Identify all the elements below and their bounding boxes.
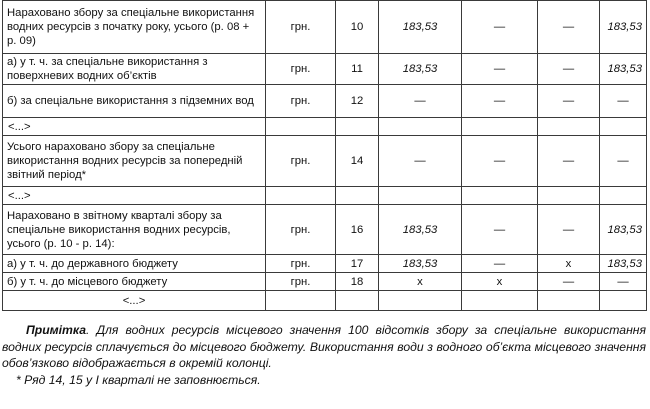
value-cell-3: — bbox=[538, 1, 600, 54]
value-cell-4: 183,53 bbox=[600, 54, 647, 85]
value-cell-3: х bbox=[538, 255, 600, 273]
table-row-17 bbox=[3, 255, 647, 273]
value-cell-1: 183,53 bbox=[379, 205, 462, 255]
unit-cell: грн. bbox=[266, 205, 336, 255]
value-cell-3: — bbox=[538, 85, 600, 118]
code-cell: 18 bbox=[336, 273, 379, 291]
table-row-18 bbox=[3, 273, 647, 291]
code-cell: 14 bbox=[336, 136, 379, 187]
note-paragraph bbox=[2, 322, 646, 372]
value-cell-1: — bbox=[379, 85, 462, 118]
table-row-omitted bbox=[3, 291, 647, 311]
code-cell: 10 bbox=[336, 1, 379, 54]
value-cell-1: — bbox=[379, 136, 462, 187]
value-cell-2: — bbox=[462, 1, 538, 54]
value-cell-2: — bbox=[462, 54, 538, 85]
table-row-11 bbox=[3, 54, 647, 85]
value-cell-4: — bbox=[600, 85, 647, 118]
code-cell: 11 bbox=[336, 54, 379, 85]
omitted-rows-marker: <...> bbox=[3, 187, 266, 205]
table-row-16 bbox=[3, 205, 647, 255]
row-name: Нараховано в звітному кварталі збору за спеціальне використання водних ресурсів, усього (р. 10 - р. 14): bbox=[3, 205, 266, 255]
row-name: Усього нараховано збору за спеціальне використання водних ресурсів за попередній звітний період* bbox=[3, 136, 266, 187]
note-label: Примітка bbox=[26, 323, 86, 337]
value-cell-1: 183,53 bbox=[379, 1, 462, 54]
fee-report-table bbox=[2, 0, 647, 311]
row-name: б) у т. ч. до місцевого бюджету bbox=[3, 273, 266, 291]
value-cell-3: — bbox=[538, 273, 600, 291]
value-cell-2: — bbox=[462, 205, 538, 255]
row-name: Нараховано збору за спеціальне використання водних ресурсів з початку року, усього (р. 08 + р. 09) bbox=[3, 1, 266, 54]
code-cell: 16 bbox=[336, 205, 379, 255]
value-cell-1: 183,53 bbox=[379, 255, 462, 273]
unit-cell: грн. bbox=[266, 1, 336, 54]
code-cell: 12 bbox=[336, 85, 379, 118]
unit-cell: грн. bbox=[266, 273, 336, 291]
value-cell-2: х bbox=[462, 273, 538, 291]
value-cell-4: 183,53 bbox=[600, 255, 647, 273]
value-cell-3: — bbox=[538, 54, 600, 85]
unit-cell: грн. bbox=[266, 136, 336, 187]
value-cell-1: 183,53 bbox=[379, 54, 462, 85]
value-cell-4: — bbox=[600, 273, 647, 291]
value-cell-4: 183,53 bbox=[600, 205, 647, 255]
table-row-omitted bbox=[3, 118, 647, 136]
value-cell-3: — bbox=[538, 205, 600, 255]
table-row-10 bbox=[3, 1, 647, 54]
table-row-omitted bbox=[3, 187, 647, 205]
unit-cell: грн. bbox=[266, 255, 336, 273]
omitted-rows-marker: <...> bbox=[3, 291, 266, 311]
table-row-14 bbox=[3, 136, 647, 187]
unit-cell: грн. bbox=[266, 85, 336, 118]
value-cell-4: 183,53 bbox=[600, 1, 647, 54]
note-block bbox=[2, 322, 646, 388]
unit-cell: грн. bbox=[266, 54, 336, 85]
value-cell-2: — bbox=[462, 85, 538, 118]
omitted-rows-marker: <...> bbox=[3, 118, 266, 136]
row-name: а) у т. ч. за спеціальне використання з поверхневих водних об’єктів bbox=[3, 54, 266, 85]
value-cell-3: — bbox=[538, 136, 600, 187]
row-name: а) у т. ч. до державного бюджету bbox=[3, 255, 266, 273]
note-text: . Для водних ресурсів місцевого значення 100 відсотків збору за спеціальне використання водних ресурсів сплачується до місцевого бюджету. Використання води з водного об’єкта місцевого значення обов’язково відображається в окремій колонці. bbox=[2, 323, 646, 370]
code-cell: 17 bbox=[336, 255, 379, 273]
value-cell-1: х bbox=[379, 273, 462, 291]
value-cell-4: — bbox=[600, 136, 647, 187]
footnote: * Ряд 14, 15 у I кварталі не заповнюється. bbox=[16, 372, 261, 387]
value-cell-2: — bbox=[462, 136, 538, 187]
row-name: б) за спеціальне використання з підземних вод bbox=[3, 85, 266, 118]
value-cell-2: — bbox=[462, 255, 538, 273]
table-row-12 bbox=[3, 85, 647, 118]
